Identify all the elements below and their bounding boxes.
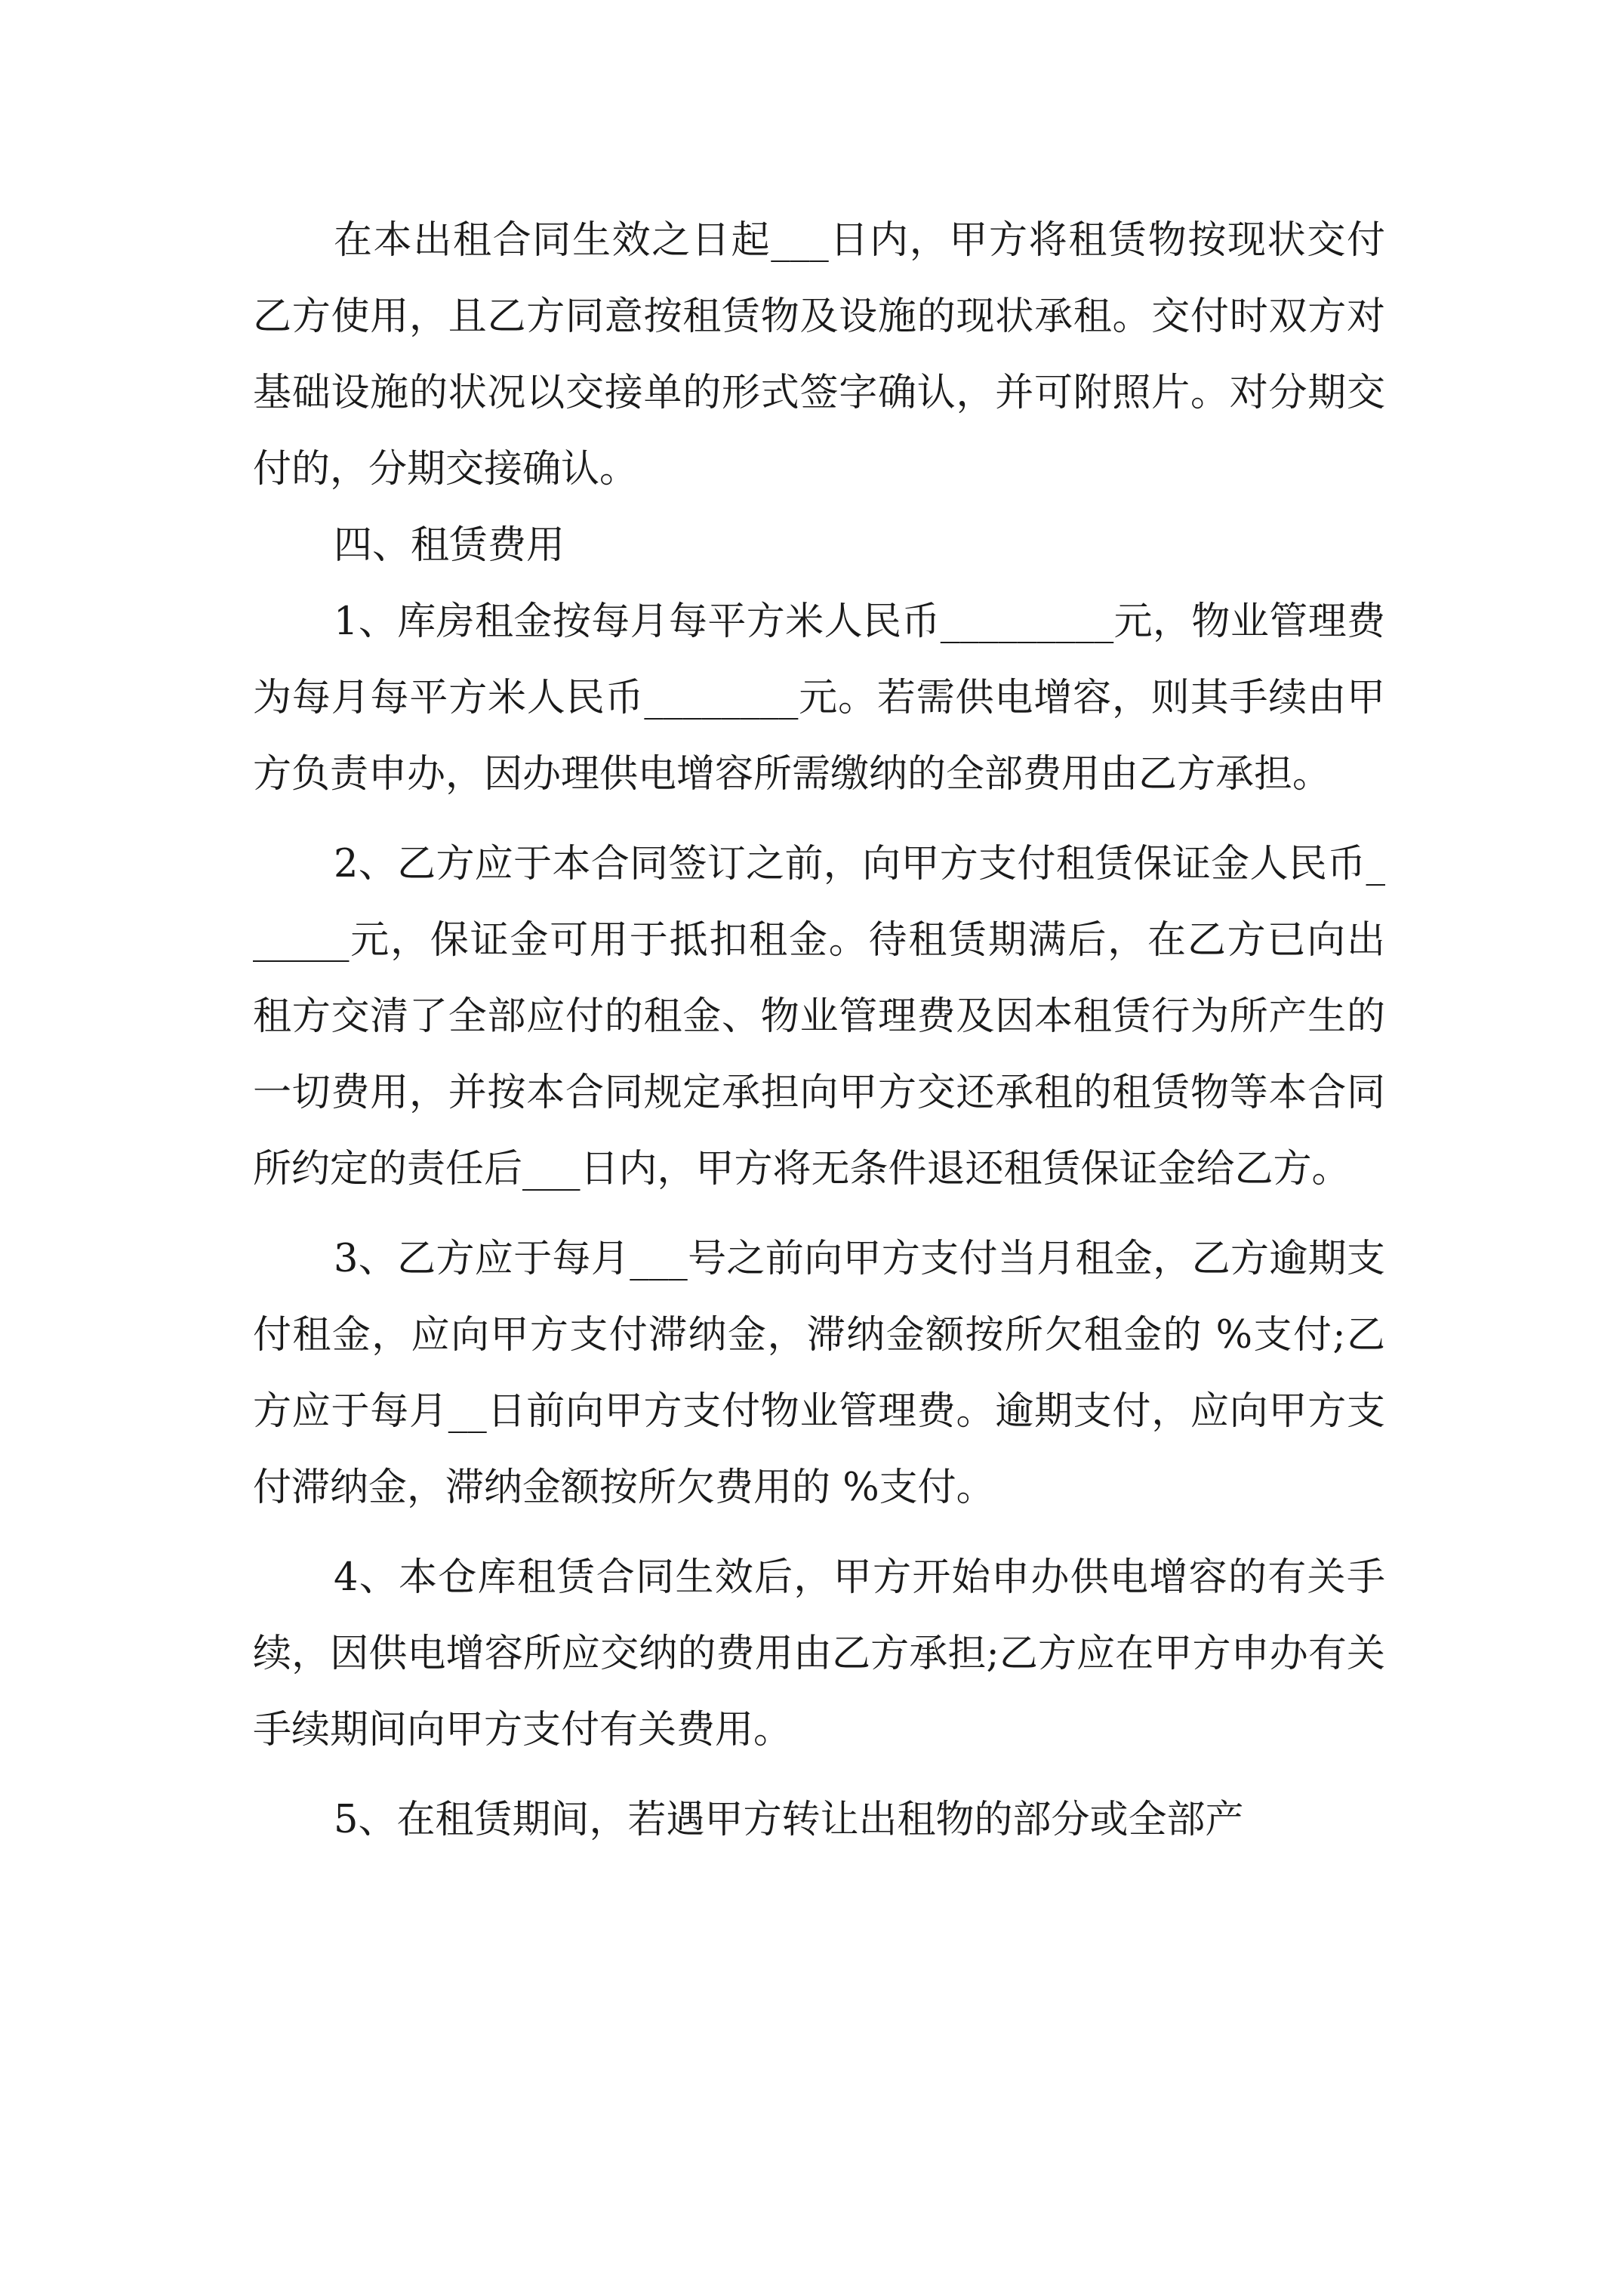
section-heading-rental-fees: 四、租赁费用 — [334, 523, 565, 568]
paragraph-clause-5: 5、在租赁期间，若遇甲方转让出租物的部分或全部产 — [334, 1798, 1244, 1842]
paragraph-clause-3: 3、乙方应于每月___号之前向甲方支付当月租金，乙方逾期支付租金，应向甲方支付滞纳金，滞纳金额按所欠租金的 %支付;乙方应于每月__日前向甲方支付物业管理费。逾期支付，应向甲方支付滞纳金，滞纳金额按所欠费用的 %支付。 — [253, 1237, 1385, 1510]
document-body — [253, 202, 1385, 1858]
paragraph-clause-4: 4、本仓库租赁合同生效后，甲方开始申办供电增容的有关手续，因供电增容所应交纳的费用由乙方承担;乙方应在甲方申办有关手续期间向甲方支付有关费用。 — [253, 1555, 1385, 1752]
paragraph-clause-1: 1、库房租金按每月每平方米人民币_________元，物业管理费为每月每平方米人民币________元。若需供电增容，则其手续由甲方负责申办，因办理供电增容所需缴纳的全部费用由乙方承担。 — [253, 599, 1385, 797]
paragraph-delivery-terms: 在本出租合同生效之日起___日内，甲方将租赁物按现状交付乙方使用，且乙方同意按租赁物及设施的现状承租。交付时双方对基础设施的状况以交接单的形式签字确认，并可附照片。对分期交付的，分期交接确认。 — [253, 218, 1385, 492]
paragraph-clause-2: 2、乙方应于本合同签订之前，向甲方支付租赁保证金人民币______元，保证金可用于抵扣租金。待租赁期满后，在乙方已向出租方交清了全部应付的租金、物业管理费及因本租赁行为所产生的一切费用，并按本合同规定承担向甲方交还承租的租赁物等本合同所约定的责任后___日内，甲方将无条件退还租赁保证金给乙方。 — [253, 842, 1385, 1191]
